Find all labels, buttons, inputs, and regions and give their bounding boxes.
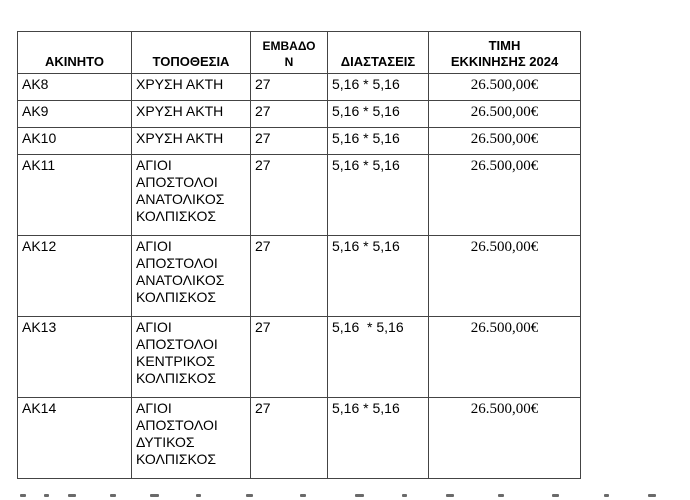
cell-dimensions: 5,16 * 5,16 bbox=[328, 317, 429, 398]
location-line: ΧΡΥΣΗ ΑΚΤΗ bbox=[136, 103, 224, 119]
document-page bbox=[17, 31, 581, 479]
table-row bbox=[18, 128, 581, 155]
location-line: ΚΟΛΠΙΣΚΟΣ bbox=[136, 370, 217, 386]
cell-area: 27 bbox=[251, 101, 328, 128]
cell-property: ΑΚ10 bbox=[18, 128, 132, 155]
next-page-text-fragment bbox=[0, 491, 690, 500]
cell-area: 27 bbox=[251, 317, 328, 398]
cell-starting-price: 26.500,00€ bbox=[429, 155, 581, 236]
location-line: ΑΝΑΤΟΛΙΚΟΣ bbox=[136, 272, 225, 288]
cell-property: ΑΚ8 bbox=[18, 74, 132, 101]
location-line: ΚΟΛΠΙΣΚΟΣ bbox=[136, 208, 217, 224]
cell-location bbox=[132, 236, 251, 317]
table-row bbox=[18, 317, 581, 398]
cell-location bbox=[132, 74, 251, 101]
location-line: ΚΟΛΠΙΣΚΟΣ bbox=[136, 289, 217, 305]
header-dimensions: ΔΙΑΣΤΑΣΕΙΣ bbox=[328, 32, 429, 74]
cell-starting-price: 26.500,00€ bbox=[429, 317, 581, 398]
header-location: ΤΟΠΟΘΕΣΙΑ bbox=[132, 32, 251, 74]
property-price-table bbox=[17, 31, 581, 479]
header-area-line1: ΕΜΒΑΔΟ bbox=[262, 39, 316, 53]
location-line: ΑΠΟΣΤΟΛΟΙ bbox=[136, 336, 218, 352]
location-line: ΚΕΝΤΡΙΚΟΣ bbox=[136, 353, 216, 369]
header-property: ΑΚΙΝΗΤΟ bbox=[18, 32, 132, 74]
table-body bbox=[18, 74, 581, 479]
cell-area: 27 bbox=[251, 74, 328, 101]
location-line: ΑΠΟΣΤΟΛΟΙ bbox=[136, 174, 218, 190]
cell-property: ΑΚ13 bbox=[18, 317, 132, 398]
table-row bbox=[18, 101, 581, 128]
cell-area: 27 bbox=[251, 155, 328, 236]
table-header-row bbox=[18, 32, 581, 74]
cell-starting-price: 26.500,00€ bbox=[429, 398, 581, 479]
header-area-line2: Ν bbox=[284, 55, 294, 69]
cell-starting-price: 26.500,00€ bbox=[429, 236, 581, 317]
location-line: ΑΠΟΣΤΟΛΟΙ bbox=[136, 417, 218, 433]
header-price-line1: ΤΙΜΗ bbox=[488, 38, 521, 53]
cell-dimensions: 5,16 * 5,16 bbox=[328, 74, 429, 101]
cell-starting-price: 26.500,00€ bbox=[429, 101, 581, 128]
location-line: ΑΠΟΣΤΟΛΟΙ bbox=[136, 255, 218, 271]
cell-location bbox=[132, 128, 251, 155]
cell-property: ΑΚ12 bbox=[18, 236, 132, 317]
cell-dimensions: 5,16 * 5,16 bbox=[328, 128, 429, 155]
location-line: ΧΡΥΣΗ ΑΚΤΗ bbox=[136, 76, 224, 92]
cell-location bbox=[132, 101, 251, 128]
location-line: ΑΓΙΟΙ bbox=[136, 400, 172, 416]
location-line: ΑΝΑΤΟΛΙΚΟΣ bbox=[136, 191, 225, 207]
cell-starting-price: 26.500,00€ bbox=[429, 74, 581, 101]
table-row bbox=[18, 74, 581, 101]
location-line: ΑΓΙΟΙ bbox=[136, 157, 172, 173]
cell-property: ΑΚ9 bbox=[18, 101, 132, 128]
cell-area: 27 bbox=[251, 236, 328, 317]
table-row bbox=[18, 155, 581, 236]
cell-dimensions: 5,16 * 5,16 bbox=[328, 398, 429, 479]
cell-area: 27 bbox=[251, 398, 328, 479]
header-area bbox=[251, 32, 328, 74]
cell-dimensions: 5,16 * 5,16 bbox=[328, 236, 429, 317]
cell-area: 27 bbox=[251, 128, 328, 155]
table-row bbox=[18, 398, 581, 479]
table-row bbox=[18, 236, 581, 317]
header-starting-price bbox=[429, 32, 581, 74]
cell-location bbox=[132, 317, 251, 398]
cell-dimensions: 5,16 * 5,16 bbox=[328, 155, 429, 236]
cell-starting-price: 26.500,00€ bbox=[429, 128, 581, 155]
location-line: ΑΓΙΟΙ bbox=[136, 319, 172, 335]
location-line: ΧΡΥΣΗ ΑΚΤΗ bbox=[136, 130, 224, 146]
cell-property: ΑΚ11 bbox=[18, 155, 132, 236]
cell-location bbox=[132, 398, 251, 479]
location-line: ΚΟΛΠΙΣΚΟΣ bbox=[136, 451, 217, 467]
location-line: ΔΥΤΙΚΟΣ bbox=[136, 434, 195, 450]
location-line: ΑΓΙΟΙ bbox=[136, 238, 172, 254]
cell-location bbox=[132, 155, 251, 236]
cell-property: ΑΚ14 bbox=[18, 398, 132, 479]
header-price-line2: ΕΚΚΙΝΗΣΗΣ 2024 bbox=[450, 54, 559, 69]
cell-dimensions: 5,16 * 5,16 bbox=[328, 101, 429, 128]
